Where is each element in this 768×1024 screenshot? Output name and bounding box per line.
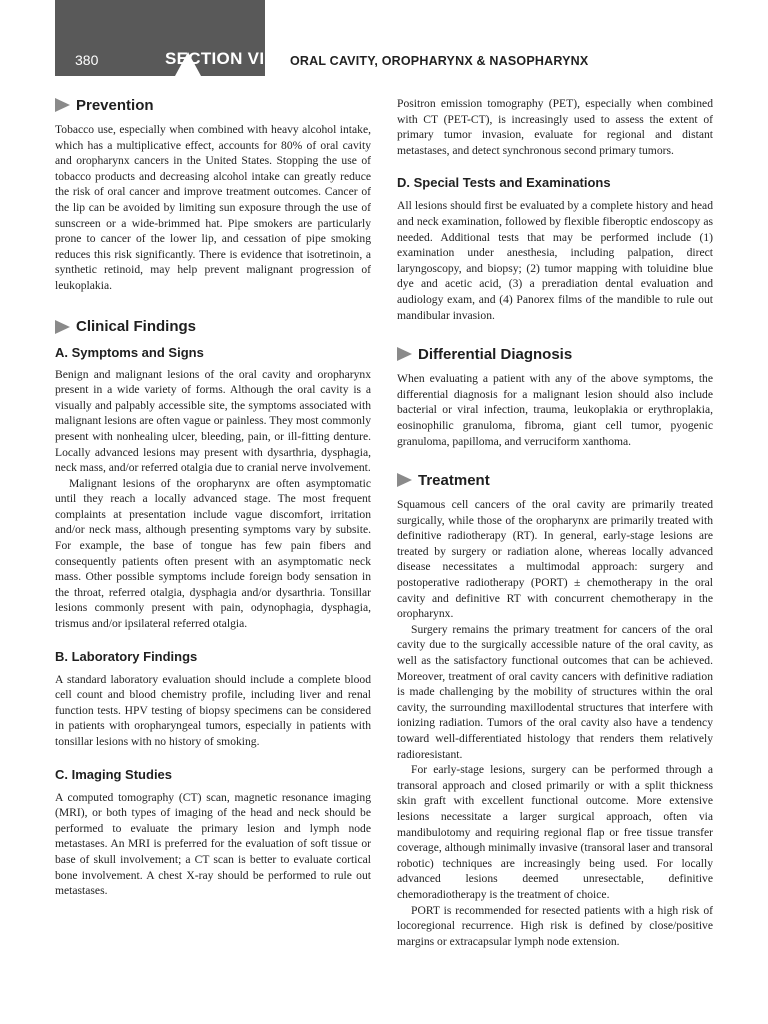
imaging-continued-paragraph: Positron emission tomography (PET), especially when combined with CT (PET-CT), is increasingly used to assess the extent of primary tumor invasion, evaluate for regional and distant metastases, and detect synchronous second primary tumors.	[397, 97, 713, 157]
treatment-paragraph-1: Squamous cell cancers of the oral cavity are primarily treated surgically, while those of the oropharynx are primarily treated with definitive radiotherapy (RT). In general, early-stage lesions are treated by surgery or radiation alone, whereas locally advanced disease necessitates a multimodal approach: surgery and postoperative radiotherapy (PORT) ± chemotherapy in the oral cavity and definitive RT with concurrent chemotherapy in the oropharynx.	[397, 498, 713, 621]
symptoms-paragraph-1: Benign and malignant lesions of the oral cavity and oropharynx present in a wide variety of forms. Although the oral cavity is a visually and palpably accessible site, the symptoms associated with malignant lesions are often vague or painless. They most commonly present with nonhealing ulcer, bleeding, pain, or ill-fitting denture. Locally advanced lesions may present with dysarthria, dysphagia, neck mass, and/or referred otalgia due to cranial nerve involvement.	[55, 367, 371, 475]
differential-diagnosis-paragraph: When evaluating a patient with any of the above symptoms, the differential diagnosis for a malignant lesion should also include bacterial or viral infection, trauma, leukoplakia or erythroplakia, eosinophilic granuloma, fibroma, giant cell tumor, pyogenic granuloma, papilloma, and verruciform xanthoma.	[397, 372, 713, 448]
prevention-title: Prevention	[76, 96, 154, 114]
imaging-heading: C. Imaging Studies	[55, 766, 173, 782]
differential-diagnosis-heading	[397, 341, 713, 367]
page-number: 380	[75, 52, 99, 68]
treatment-paragraph-4: PORT is recommended for resected patients with a high risk of locoregional recurrence. High risk is defined by close/positive margins or extracapsular lymph node extension.	[397, 903, 713, 948]
treatment-title: Treatment	[418, 471, 490, 489]
prevention-paragraph: Tobacco use, especially when combined with heavy alcohol intake, which has a multiplicative effect, accounts for 80% of oral cavity and oropharynx cancers in the United States. Stopping the use of tobacco products and decreasing alcohol intake can greatly reduce the risk of oral cancer and improve treatment outcomes. Cancer of the lip can be avoided by limiting sun exposure through the use of sunscreen or a wide-brimmed hat. Pipe smokers are particularly prone to cancer of the lower lip, and cessation of pipe smoking reduces this risk significantly. There is evidence that isotretinoin, a synthetic retinoid, may help prevent malignant progression of leukoplakia.	[55, 123, 371, 292]
prevention-heading	[55, 92, 371, 118]
laboratory-paragraph: A standard laboratory evaluation should include a complete blood cell count and blood chemistry profile, including liver and renal function tests. HPV testing of biopsy specimens can be considered in patients with oropharyngeal tumors, especially in patients with tonsillar lesions with no history of smoking.	[55, 672, 371, 748]
right-column	[397, 92, 713, 949]
treatment-paragraph-3: For early-stage lesions, surgery can be performed through a transoral approach and closed primarily or with a split thickness skin graft with excellent functional outcome. More extensive lesions necessitate a larger surgical approach, often via mandibulotomy and requiring regional flap or free tissue transfer coverage, although minimally invasive (transoral laser and transoral robotic) techniques are increasingly being used. For locally advanced lesions deemed unresectable, definitive chemoradiotherapy is the treatment of choice.	[397, 763, 713, 901]
special-tests-heading: D. Special Tests and Examinations	[397, 175, 611, 191]
triangle-bullet-icon	[397, 473, 412, 487]
section-header-tab	[55, 0, 265, 76]
symptoms-heading: A. Symptoms and Signs	[55, 344, 204, 360]
special-tests-paragraph: All lesions should first be evaluated by a complete history and head and neck examination, followed by flexible fiberoptic endoscopy as needed. Additional tests that may be performed include (1) examination under anesthesia, including palpation, direct laryngoscopy, and biopsy; (2) tumor mapping with toluidine blue dye and acetic acid, (3) a preradiation dental evaluation and audiology exam, and (4) Panorex films of the mandible to rule out mandibular invasion.	[397, 199, 713, 322]
left-column	[55, 92, 371, 899]
section-label: SECTION VI	[165, 49, 265, 68]
triangle-bullet-icon	[397, 347, 412, 361]
triangle-bullet-icon	[55, 98, 70, 112]
symptoms-paragraph-2: Malignant lesions of the oropharynx are often asymptomatic until they reach a locally advanced stage. The most frequent complaints at presentation include vague discomfort, irritation and/or neck mass, although presenting symptoms vary by subsite. For example, the base of tongue has few pain fibers and consequently patients often present with an asymptomatic neck mass. Other possible symptoms include foreign body sensation in the throat, referred otalgia, dysphagia and/or dysarthria. Tonsillar lesions commonly present with pain, odynophagia, dysphagia, trismus and/or ipsilateral referred otalgia.	[55, 476, 371, 631]
treatment-heading	[397, 467, 713, 493]
treatment-paragraph-2: Surgery remains the primary treatment for cancers of the oral cavity due to the surgically accessible nature of the oral cavity, as well as the satisfactory functional outcomes that can be achieved. Moreover, treatment of oral cavity cancers with definitive radiation is made challenging by the mobility of structures within the oral cavity, the surrounding maxillodental structures that interfere with ionizing radiation. Tumors of the oral cavity also have a tendency toward well-differentiated histology that renders them relatively radioresistant.	[397, 622, 713, 761]
running-title: ORAL CAVITY, OROPHARYNX & NASOPHARYNX	[290, 54, 589, 68]
laboratory-heading: B. Laboratory Findings	[55, 648, 198, 664]
differential-diagnosis-title: Differential Diagnosis	[418, 345, 573, 363]
clinical-findings-heading	[55, 314, 371, 340]
imaging-paragraph: A computed tomography (CT) scan, magnetic resonance imaging (MRI), or both types of imaging of the head and neck should be performed to evaluate the primary lesion and lymph node metastases. An MRI is preferred for the evaluation of soft tissue or base of skull involvement; a CT scan is better to evaluate cortical bone involvement. A chest X-ray should be performed to rule out metastases.	[55, 790, 371, 898]
triangle-bullet-icon	[55, 320, 70, 334]
clinical-findings-title: Clinical Findings	[76, 318, 197, 336]
